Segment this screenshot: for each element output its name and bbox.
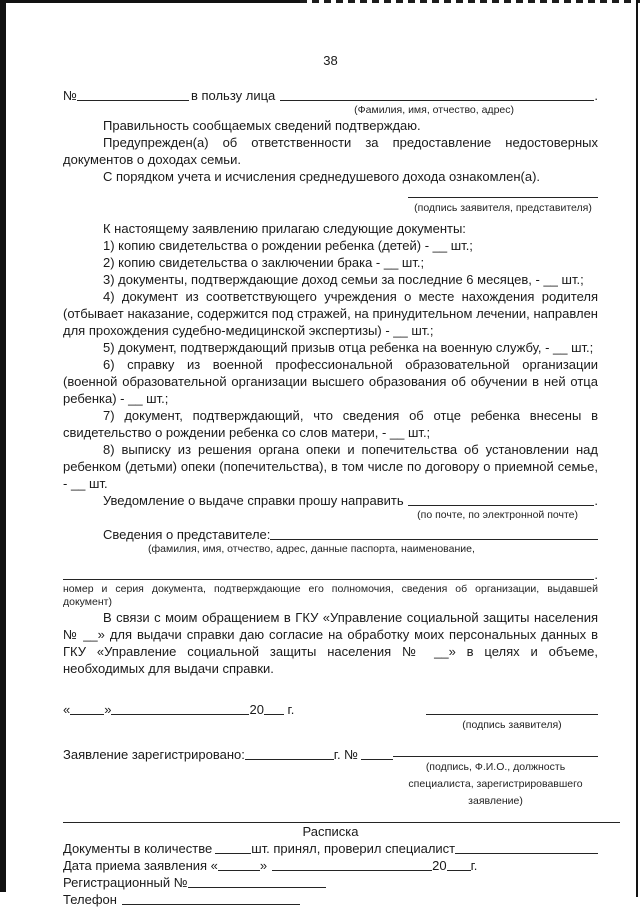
receipt-title: Расписка [302,824,359,839]
registered-label: Заявление зарегистрировано: [63,747,245,762]
registration-row [63,746,598,810]
document-page [63,0,598,908]
receipt-documents-line [63,840,598,857]
signature-caption: (подпись заявителя, представителя) [414,202,592,214]
case-number-blank [77,100,189,101]
receipt-date-line [63,857,598,874]
statement-warned: Предупрежден(а) об ответственности за предоставление недостоверных документов о доходах семьи. [63,135,598,167]
date-line [63,701,363,718]
statement-confirm: Правильность сообщаемых сведений подтверждаю. [103,118,421,133]
signature-block-specialist [393,746,598,810]
representative-line [63,526,598,543]
specialist-caption-line: специалиста, зарегистрировавшего [408,778,583,790]
year-suffix: г. [283,702,295,717]
accepted-by-label: шт. принял, проверил специалист [251,841,456,856]
attachment-item: 2) копию свидетельства о заключении брака - __ шт.; [103,255,425,270]
scan-border-right [636,0,638,897]
close-quote: » [259,858,268,873]
open-quote: « [63,702,71,717]
registration-mid-label: г. № [333,747,359,762]
attachment-item: 5) документ, подтверждающий призыв отца ребенка на военную службу, - __ шт.; [103,340,594,355]
statement-acquainted: С порядком учета и исчисления среднедушевого дохода ознакомлен(а). [103,169,541,184]
representative-caption-2b: документ) [63,596,112,608]
registration-line [63,746,393,763]
receipt-month-blank [272,870,432,871]
page-number: 38 [323,53,338,68]
specialist-caption-line: заявление) [468,795,523,807]
person-name-caption: (Фамилия, имя, отчество, адрес) [354,104,514,116]
line-period: . [594,88,598,103]
signature-line [408,197,598,198]
receipt-regnumber-line [63,874,598,891]
number-sign-label: № [63,88,77,103]
attachment-item: 4) документ из соответствующего учреждения о месте нахождения родителя (отбывает наказание, содержится под стражей, на принудительном лечении, направлен для прохождения судебно-медицинской экспертизы) - __ шт.; [63,289,598,338]
year-suffix: г. [470,858,478,873]
attachment-item: 7) документ, подтверждающий, что сведения об отце ребенка внесены в свидетельство о рождении ребенка со слов матери, - __ шт.; [63,408,598,440]
phone-label: Телефон [63,892,117,907]
representative-blank-2 [63,579,594,580]
close-quote: » [104,702,112,717]
documents-count-label: Документы в количестве [63,841,213,856]
receipt-day-blank [218,870,260,871]
consent-paragraph: В связи с моим обращением в ГКУ «Управление социальной защиты населения № __» для выдачи справки даю согласие на обработку моих персональных данных в ГКУ «Управление социальной защиты населения № __» в целях и объеме, необходимых для выдачи справки. [63,610,598,676]
representative-label: Сведения о представителе: [103,527,271,542]
specialist-name-blank [455,853,598,854]
registration-number-blank [361,759,393,760]
signature-line [393,756,598,757]
month-blank [111,714,249,715]
notification-line [63,492,598,509]
date-signature-row [63,701,598,734]
representative-caption-2a: номер и серия документа, подтверждающие его полномочия, сведения об организации, выдавшей [63,583,598,595]
in-favor-of-label: в пользу лица [190,88,276,103]
signature-block-applicant [426,701,598,734]
registration-number-blank [188,887,326,888]
year-blank [264,714,284,715]
case-number-line [63,87,598,104]
day-blank [70,714,104,715]
signature-line [426,714,598,715]
attachment-item: 8) выписку из решения органа опеки и попечительства об установлении над ребенком (детьми) опеки (попечительства), в том числе по договору о приемной семье, - __ шт. [63,442,598,491]
representative-line-2 [63,566,598,583]
attachments-intro: К настоящему заявлению прилагаю следующие документы: [103,221,466,236]
line-period: . [594,493,598,508]
notification-method-blank [408,505,595,506]
year-prefix: 20 [432,858,447,873]
notification-caption: (по почте, по электронной почте) [417,509,578,521]
line-period: . [594,567,598,582]
receipt-phone-line [63,891,598,908]
attachment-item: 3) документы, подтверждающие доход семьи за последние 6 месяцев, - __ шт.; [103,272,584,287]
receipt-year-blank [447,870,471,871]
signature-caption: (подпись заявителя) [462,719,562,731]
receipt-date-label: Дата приема заявления « [63,858,218,873]
attachment-item: 1) копию свидетельства о рождении ребенка (детей) - __ шт.; [103,238,473,253]
registration-number-label: Регистрационный № [63,875,188,890]
representative-blank [270,539,598,540]
scan-border-left [0,0,6,892]
registration-date-blank [245,759,334,760]
attachment-item: 6) справку из военной профессиональной образовательной организации (военной образовательной организации высшего образования об обучении в ней отца ребенка) - __ шт.; [63,357,598,406]
signature-block-applicant-rep [408,197,598,217]
year-prefix: 20 [249,702,264,717]
specialist-caption-line: (подпись, Ф.И.О., должность [425,761,566,773]
documents-count-blank [215,853,251,854]
representative-caption-1: (фамилия, имя, отчество, адрес, данные паспорта, наименование, [148,543,475,555]
person-name-blank [280,100,594,101]
notification-label: Уведомление о выдаче справки прошу направить [103,493,404,508]
